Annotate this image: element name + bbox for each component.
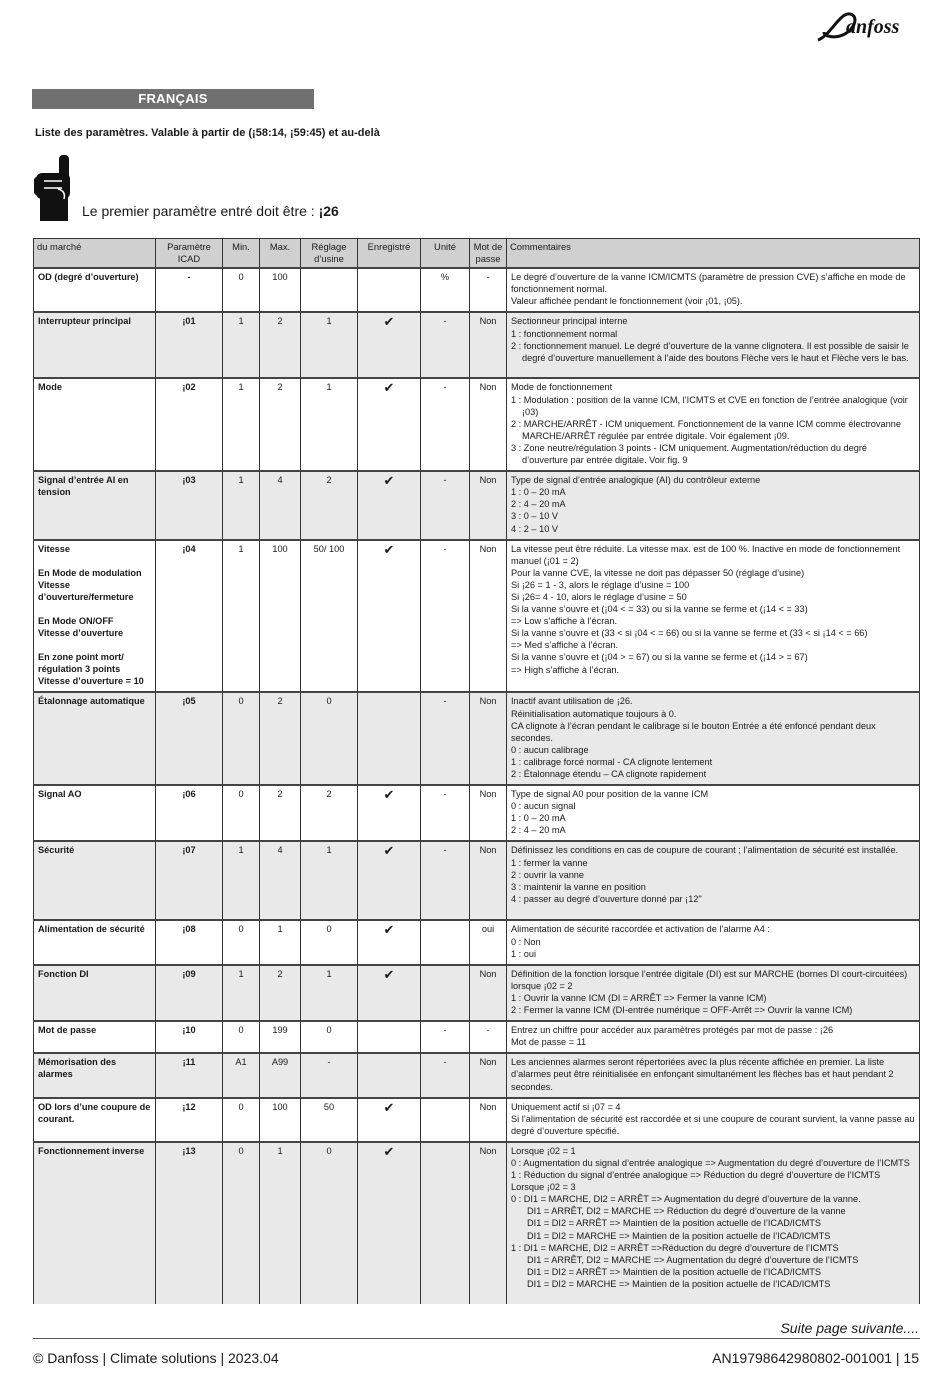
min-cell: 1 [223, 471, 260, 539]
max-cell: 2 [260, 965, 301, 1021]
comment-line: Si l’alimentation de sécurité est raccordée et si une coupure de courant survient, la vanne passe au degré d’ouverture spécifié. [511, 1113, 915, 1136]
table-row [34, 471, 920, 539]
min-cell: 1 [223, 378, 260, 471]
col-header-factory: Réglage d’usine [301, 239, 358, 269]
param-code-cell: ¡12 [156, 1098, 223, 1142]
comment-cell [507, 268, 920, 312]
comment-line: 2 : Étalonnage étendu – CA clignote rapidement [511, 769, 707, 779]
factory-cell: 1 [301, 965, 358, 1021]
param-name-line: Vitesse d’ouverture/fermeture [38, 579, 134, 602]
comment-line: 3 : Zone neutre/régulation 3 points - ICM uniquement. Augmentation/réduction du degré d’ouverture par entrée digitale. Voir fig. 9 [511, 442, 867, 466]
password-cell: oui [470, 920, 507, 964]
comment-line: 4 : 2 – 10 V [511, 523, 558, 534]
saved-check-cell: ✔ [358, 312, 421, 378]
comment-line: => High s’affiche à l’écran. [511, 664, 620, 675]
table-row [34, 785, 920, 841]
factory-cell: 2 [301, 471, 358, 539]
min-cell: 0 [223, 1021, 260, 1053]
comment-cell [507, 1053, 920, 1097]
min-cell: 0 [223, 268, 260, 312]
password-cell: Non [470, 785, 507, 841]
param-name-line: Vitesse d’ouverture = 10 [38, 676, 144, 687]
footer-doc-number: AN19798642980802-001001 | 15 [712, 1350, 919, 1366]
unit-cell [421, 1098, 470, 1142]
param-name-cell [34, 1021, 156, 1053]
min-cell: 1 [223, 965, 260, 1021]
password-cell: Non [470, 965, 507, 1021]
factory-cell: 0 [301, 1142, 358, 1304]
min-cell: A1 [223, 1053, 260, 1097]
table-row [34, 378, 920, 471]
col-header-param: Paramètre ICAD [156, 239, 223, 269]
comment-line: Si la vanne s’ouvre et (33 < si ¡04 < = 66) ou si la vanne se ferme et (33 < si ¡14 < = 66) [511, 628, 868, 639]
param-name-line [38, 603, 151, 615]
comment-line: Inactif avant utilisation de ¡26. [511, 696, 633, 707]
param-name-cell [34, 1098, 156, 1142]
param-code-cell: ¡03 [156, 471, 223, 539]
comment-line: 1 : fonctionnement normal [511, 328, 618, 339]
param-code-cell: ¡07 [156, 841, 223, 920]
param-name-line: OD (degré d’ouverture) [38, 272, 139, 283]
saved-check-cell: ✔ [358, 1142, 421, 1304]
comment-line: 1 : Ouvrir la vanne ICM (DI = ARRÊT => Fermer la vanne ICM) [511, 992, 767, 1003]
table-row [34, 841, 920, 920]
comment-line: Type de signal d’entrée analogique (AI) du contrôleur externe [511, 475, 761, 486]
param-code-cell: ¡06 [156, 785, 223, 841]
footer-copyright: © Danfoss | Climate solutions | 2023.04 [33, 1350, 279, 1366]
comment-cell [507, 785, 920, 841]
max-cell: 2 [260, 785, 301, 841]
param-code-cell: ¡08 [156, 920, 223, 964]
param-name-line [38, 555, 151, 567]
max-cell: 1 [260, 920, 301, 964]
min-cell: 1 [223, 312, 260, 378]
comment-line: DI1 = DI2 = ARRÊT => Maintien de la position actuelle de l’ICAD/ICMTS [527, 1266, 821, 1277]
col-header-max: Max. [260, 239, 301, 269]
col-header-password: Mot de passe [470, 239, 507, 269]
continued-note: Suite page suivante.... [780, 1320, 919, 1336]
comment-line: 1 : Réduction du signal d’entrée analogique => Réduction du degré d’ouverture de l’ICMTS [511, 1170, 881, 1181]
saved-check-cell: ✔ [358, 965, 421, 1021]
max-cell: 100 [260, 1098, 301, 1142]
comment-line: Valeur affichée pendant le fonctionnement (voir ¡01, ¡05). [511, 296, 743, 307]
factory-cell: 1 [301, 312, 358, 378]
min-cell: 0 [223, 785, 260, 841]
comment-line: 2 : Fermer la vanne ICM (DI-entrée numérique = OFF-Arrêt => Ouvrir la vanne ICM) [511, 1005, 853, 1016]
col-header-unit: Unité [421, 239, 470, 269]
factory-cell: 1 [301, 841, 358, 920]
comment-line: Définition de la fonction lorsque l’entrée digitale (DI) est sur MARCHE (bornes DI court-circuitées) lorsque ¡02 = 2 [511, 968, 908, 991]
comment-line: 4 : passer au degré d’ouverture donné par ¡12" [511, 893, 702, 904]
param-name-cell [34, 540, 156, 693]
comment-line: CA clignote à l’écran pendant le calibrage si le bouton Entrée a été enfoncé pendant deux secondes. [511, 720, 876, 743]
min-cell: 1 [223, 540, 260, 693]
comment-line: Pour la vanne CVE, la vitesse ne doit pas dépasser 50 (réglage d’usine) [511, 567, 805, 578]
unit-cell [421, 1142, 470, 1304]
param-name-line: Signal d’entrée AI en tension [38, 475, 129, 498]
factory-cell [301, 268, 358, 312]
comment-line: La vitesse peut être réduite. La vitesse max. est de 100 %. Inactive en mode de fonctionnement manuel (¡01 = 2) [511, 543, 901, 566]
saved-check-cell [358, 1053, 421, 1097]
param-name-cell [34, 920, 156, 964]
comment-line: 2 : ouvrir la vanne [511, 869, 585, 880]
col-header-comments: Commentaires [507, 239, 920, 269]
pointing-hand-icon [32, 155, 78, 221]
param-name-line: Fonctionnement inverse [38, 1145, 145, 1156]
comment-line: DI1 = ARRÊT, DI2 = MARCHE => Réduction du degré d’ouverture de la vanne [527, 1206, 846, 1217]
table-header-row [34, 239, 920, 269]
password-cell: Non [470, 312, 507, 378]
comment-line: 1 : calibrage forcé normal - CA clignote lentement [511, 756, 713, 767]
comment-cell [507, 920, 920, 964]
comment-cell [507, 471, 920, 539]
col-header-market: du marché [34, 239, 156, 269]
max-cell: 4 [260, 471, 301, 539]
comment-cell [507, 540, 920, 693]
saved-check-cell: ✔ [358, 540, 421, 693]
comment-line: 3 : 0 – 10 V [511, 511, 558, 522]
table-row [34, 268, 920, 312]
unit-cell: - [421, 378, 470, 471]
saved-check-cell: ✔ [358, 785, 421, 841]
param-name-cell [34, 378, 156, 471]
unit-cell: - [421, 540, 470, 693]
saved-check-cell [358, 692, 421, 785]
comment-line: 1 : oui [511, 948, 537, 959]
comment-cell [507, 841, 920, 920]
param-name-cell [34, 268, 156, 312]
param-code-cell: ¡13 [156, 1142, 223, 1304]
unit-cell: - [421, 312, 470, 378]
factory-cell: 0 [301, 1021, 358, 1053]
param-name-cell [34, 841, 156, 920]
comment-line: 3 : maintenir la vanne en position [511, 881, 646, 892]
first-param-text: Le premier paramètre entré doit être : [82, 203, 319, 219]
comment-cell [507, 378, 920, 471]
comment-line: 0 : aucun calibrage [511, 744, 589, 755]
password-cell: Non [470, 841, 507, 920]
footer-divider [33, 1338, 920, 1339]
danfoss-logo [810, 6, 920, 46]
max-cell: A99 [260, 1053, 301, 1097]
comment-line: 2 : 4 – 20 mA [511, 499, 566, 510]
comment-line: 1 : 0 – 20 mA [511, 487, 566, 498]
password-cell: - [470, 1021, 507, 1053]
comment-line: 1 : 0 – 20 mA [511, 813, 566, 824]
saved-check-cell: ✔ [358, 1098, 421, 1142]
password-cell: Non [470, 1142, 507, 1304]
param-name-line: Étalonnage automatique [38, 696, 145, 707]
param-name-cell [34, 692, 156, 785]
password-cell: Non [470, 378, 507, 471]
param-name-line: Mémorisation des alarmes [38, 1057, 117, 1080]
comment-line: Mode de fonctionnement [511, 382, 613, 393]
saved-check-cell [358, 268, 421, 312]
param-name-cell [34, 471, 156, 539]
param-name-cell [34, 312, 156, 378]
unit-cell: - [421, 692, 470, 785]
param-code-cell: - [156, 268, 223, 312]
comment-line: 0 : aucun signal [511, 801, 576, 812]
unit-cell: - [421, 841, 470, 920]
comment-line: Si ¡26 = 1 - 3, alors le réglage d’usine = 100 [511, 579, 690, 590]
comment-line: Lorsque ¡02 = 1 [511, 1145, 576, 1156]
param-name-cell [34, 1053, 156, 1097]
password-cell: Non [470, 471, 507, 539]
unit-cell: - [421, 1053, 470, 1097]
param-code-cell: ¡11 [156, 1053, 223, 1097]
factory-cell: 50 [301, 1098, 358, 1142]
comment-cell [507, 312, 920, 378]
section-label: FRANÇAIS [32, 89, 314, 109]
password-cell: - [470, 268, 507, 312]
col-header-min: Min. [223, 239, 260, 269]
min-cell: 0 [223, 692, 260, 785]
param-name-line: En zone point mort/ régulation 3 points [38, 652, 124, 675]
comment-line: 1 : DI1 = MARCHE, DI2 = ARRÊT =>Réduction du degré d’ouverture de l’ICMTS [511, 1242, 839, 1253]
min-cell: 0 [223, 920, 260, 964]
comment-line: 2 : MARCHE/ARRÊT - ICM uniquement. Fonctionnement de la vanne ICM comme électrovanne MARCHE/ARRÊT régulée par entrée digitale. Voir également ¡09. [511, 418, 901, 441]
table-row [34, 1053, 920, 1097]
max-cell: 100 [260, 268, 301, 312]
table-row [34, 1098, 920, 1142]
table-row [34, 1021, 920, 1053]
max-cell: 100 [260, 540, 301, 693]
col-header-saved: Enregistré [358, 239, 421, 269]
password-cell: Non [470, 540, 507, 693]
comment-line: 0 : Augmentation du signal d’entrée analogique => Augmentation du degré d’ouverture de l’ICMTS [511, 1157, 910, 1168]
comment-line: DI1 = DI2 = MARCHE => Maintien de la position actuelle de l’ICAD/ICMTS [527, 1278, 831, 1289]
comment-cell [507, 1142, 920, 1304]
table-row [34, 965, 920, 1021]
table-row [34, 692, 920, 785]
table-row [34, 1142, 920, 1304]
param-name-line: En Mode ON/OFF [38, 615, 114, 626]
comment-line: Les anciennes alarmes seront répertoriées avec la plus récente affichée en premier. La liste d’alarmes peut être réinitialisée en enfonçant simultanément les flèches bas et haut pendant 2 secondes. [511, 1057, 894, 1092]
max-cell: 2 [260, 312, 301, 378]
min-cell: 1 [223, 841, 260, 920]
factory-cell: 0 [301, 920, 358, 964]
param-name-line: OD lors d’une coupure de courant. [38, 1101, 151, 1124]
param-code-cell: ¡10 [156, 1021, 223, 1053]
param-name-line: En Mode de modulation [38, 567, 142, 578]
min-cell: 0 [223, 1142, 260, 1304]
saved-check-cell [358, 1021, 421, 1053]
max-cell: 199 [260, 1021, 301, 1053]
unit-cell: % [421, 268, 470, 312]
param-name-line: Vitesse [38, 543, 71, 554]
comment-line: DI1 = DI2 = ARRÊT => Maintien de la position actuelle de l’ICAD/ICMTS [527, 1218, 821, 1229]
comment-line: 1 : Modulation : position de la vanne ICM, l’ICMTS et CVE en fonction de l’entrée analogique (voir ¡03) [511, 394, 908, 417]
saved-check-cell: ✔ [358, 471, 421, 539]
comment-line: 0 : Non [511, 936, 541, 947]
param-code-cell: ¡04 [156, 540, 223, 693]
unit-cell [421, 965, 470, 1021]
comment-line: => Low s’affiche à l’écran. [511, 616, 618, 627]
first-parameter-note [82, 203, 339, 219]
table-row [34, 920, 920, 964]
comment-line: Uniquement actif si ¡07 = 4 [511, 1101, 621, 1112]
unit-cell: - [421, 471, 470, 539]
param-name-cell [34, 785, 156, 841]
param-code-cell: ¡05 [156, 692, 223, 785]
svg-text:anfoss: anfoss [846, 16, 900, 38]
param-name-line: Signal AO [38, 789, 82, 800]
comment-line: => Med s’affiche à l’écran. [511, 640, 619, 651]
factory-cell: 0 [301, 692, 358, 785]
comment-line: Mot de passe = 11 [511, 1037, 587, 1048]
saved-check-cell: ✔ [358, 378, 421, 471]
comment-line: Alimentation de sécurité raccordée et activation de l’alarme A4 : [511, 924, 770, 935]
factory-cell: 50/ 100 [301, 540, 358, 693]
comment-cell [507, 965, 920, 1021]
max-cell: 2 [260, 692, 301, 785]
param-code-cell: ¡09 [156, 965, 223, 1021]
comment-cell [507, 1098, 920, 1142]
param-name-line: Fonction DI [38, 968, 89, 979]
comment-line: Sectionneur principal interne [511, 316, 628, 327]
factory-cell: - [301, 1053, 358, 1097]
param-name-line: Alimentation de sécurité [38, 924, 145, 935]
param-name-line: Mot de passe [38, 1025, 97, 1036]
max-cell: 1 [260, 1142, 301, 1304]
comment-line: Si ¡26= 4 - 10, alors le réglage d’usine = 50 [511, 591, 687, 602]
max-cell: 2 [260, 378, 301, 471]
factory-cell: 2 [301, 785, 358, 841]
table-row [34, 540, 920, 693]
max-cell: 4 [260, 841, 301, 920]
param-name-cell [34, 965, 156, 1021]
comment-line: 0 : DI1 = MARCHE, DI2 = ARRÊT => Augmentation du degré d’ouverture de la vanne. [511, 1194, 861, 1205]
table-row [34, 312, 920, 378]
comment-line: Type de signal A0 pour position de la vanne ICM [511, 789, 709, 800]
comment-line: Lorsque ¡02 = 3 [511, 1182, 576, 1193]
comment-cell [507, 692, 920, 785]
param-name-line: Interrupteur principal [38, 316, 131, 327]
min-cell: 0 [223, 1098, 260, 1142]
saved-check-cell: ✔ [358, 920, 421, 964]
param-name-line: Sécurité [38, 845, 75, 856]
factory-cell: 1 [301, 378, 358, 471]
password-cell: Non [470, 1098, 507, 1142]
comment-line: Le degré d’ouverture de la vanne ICM/ICMTS (paramètre de pression CVE) s’affiche en mode de fonctionnement normal. [511, 272, 906, 295]
comment-line: Entrez un chiffre pour accéder aux paramètres protégés par mot de passe : ¡26 [511, 1025, 834, 1036]
comment-line: 2 : 4 – 20 mA [511, 825, 566, 836]
unit-cell [421, 920, 470, 964]
comment-line: Si la vanne s’ouvre et (¡04 > = 67) ou si la vanne se ferme et (¡14 > = 67) [511, 652, 808, 663]
unit-cell: - [421, 1021, 470, 1053]
password-cell: Non [470, 1053, 507, 1097]
first-param-code: ¡26 [318, 203, 339, 219]
comment-line: 2 : fonctionnement manuel. Le degré d’ouverture de la vanne clignotera. Il est possible de saisir le degré d’ouverture manuellement à l’aide des boutons Flèche vers le haut et Flèche vers le bas. [511, 340, 909, 363]
password-cell: Non [470, 692, 507, 785]
comment-line: DI1 = DI2 = MARCHE => Maintien de la position actuelle de l’ICAD/ICMTS [527, 1230, 831, 1241]
comment-line: Réinitialisation automatique toujours à 0. [511, 708, 677, 719]
comment-line: DI1 = ARRÊT, DI2 = MARCHE => Augmentation du degré d’ouverture de l’ICMTS [527, 1254, 859, 1265]
param-name-line: Mode [38, 382, 62, 393]
param-name-line: Vitesse d’ouverture [38, 628, 124, 639]
page-subtitle: Liste des paramètres. Valable à partir de (¡58:14, ¡59:45) et au-delà [35, 127, 380, 139]
comment-line: 1 : fermer la vanne [511, 857, 588, 868]
param-code-cell: ¡02 [156, 378, 223, 471]
unit-cell: - [421, 785, 470, 841]
param-name-cell [34, 1142, 156, 1304]
param-name-line [38, 639, 151, 651]
saved-check-cell: ✔ [358, 841, 421, 920]
comment-line: Définissez les conditions en cas de coupure de courant ; l’alimentation de sécurité est installée. [511, 845, 899, 856]
comment-cell [507, 1021, 920, 1053]
parameter-table [33, 238, 920, 1304]
param-code-cell: ¡01 [156, 312, 223, 378]
comment-line: Si la vanne s’ouvre et (¡04 < = 33) ou si la vanne se ferme et (¡14 < = 33) [511, 604, 808, 615]
